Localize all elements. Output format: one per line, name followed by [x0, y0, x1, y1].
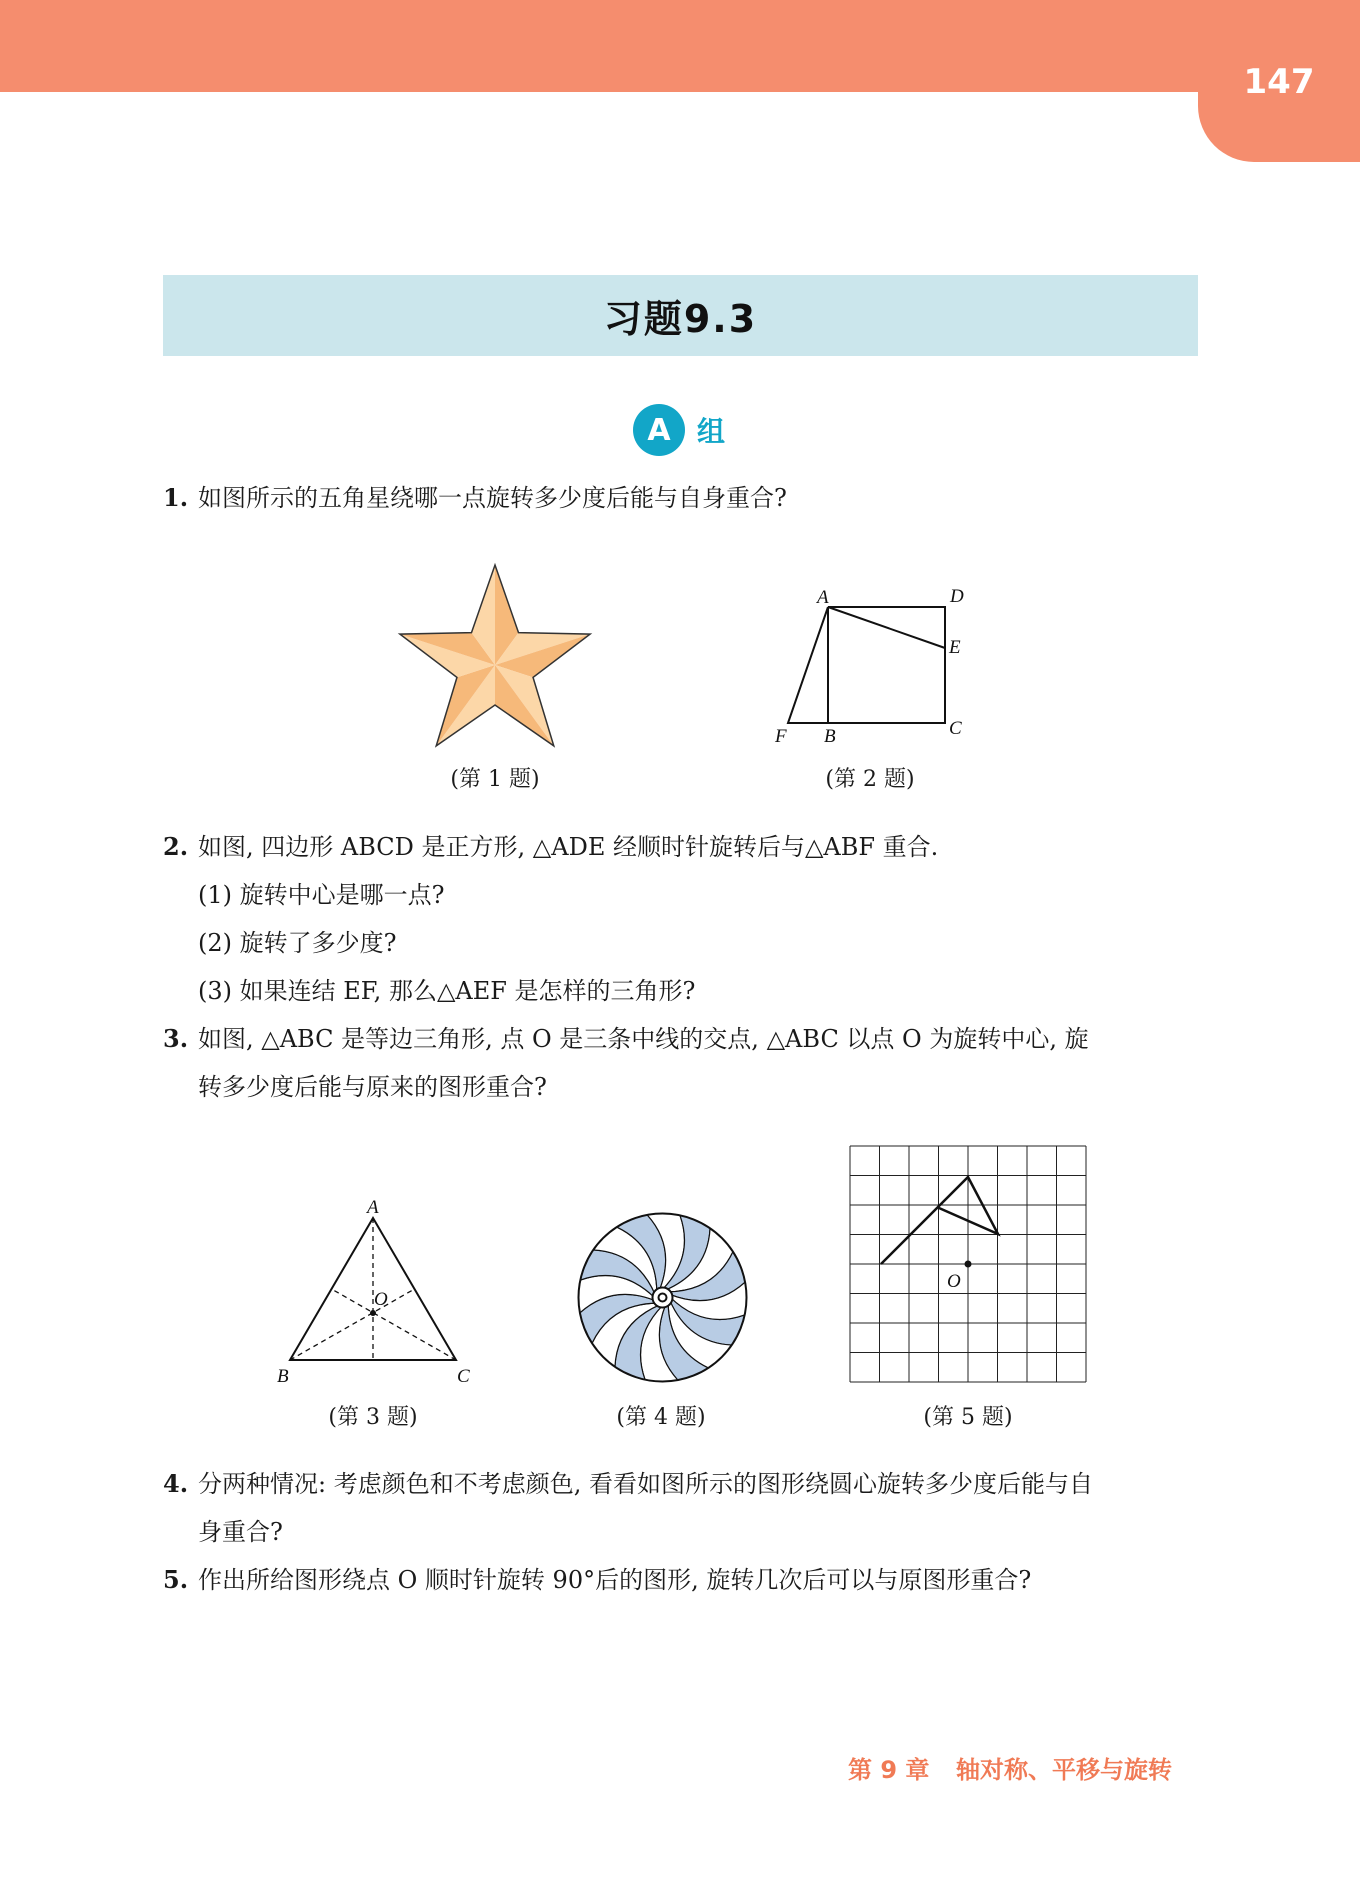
- label-b: B: [824, 726, 836, 747]
- figure-3-triangle: [270, 1190, 480, 1390]
- label-f: F: [775, 726, 787, 747]
- figure-3-caption: (第 3 题): [328, 1405, 418, 1430]
- triangle-abf: [788, 607, 828, 723]
- question-2: [163, 823, 1203, 871]
- question-text: 如图, △ABC 是等边三角形, 点 O 是三条中线的交点, △ABC 以点 O 为旋转中心, 旋: [198, 1025, 1089, 1053]
- question-number: 2.: [163, 832, 189, 861]
- label-o: O: [374, 1289, 388, 1310]
- figure-1-star: [395, 555, 595, 750]
- rotation-center-o: [965, 1261, 972, 1268]
- center-point-o: [370, 1310, 376, 1316]
- group-label: 组: [697, 415, 726, 448]
- group-badge: A: [633, 404, 685, 456]
- figure-4-pinwheel: [575, 1210, 750, 1385]
- question-number: 4.: [163, 1469, 189, 1498]
- exercise-title-bar: [163, 275, 1198, 356]
- footer-chapter: 第 9 章: [848, 1756, 930, 1784]
- label-e: E: [949, 637, 961, 658]
- question-number: 1.: [163, 483, 189, 512]
- question-4: [163, 1460, 1203, 1508]
- segment-ae: [828, 607, 945, 648]
- question-text: 分两种情况: 考虑颜色和不考虑颜色, 看看如图所示的图形绕圆心旋转多少度后能与自: [198, 1470, 1093, 1498]
- question-5: [163, 1556, 1203, 1604]
- question-2-part-3: (3) 如果连结 EF, 那么△AEF 是怎样的三角形?: [198, 977, 696, 1005]
- median-c: [332, 1289, 457, 1360]
- question-4-continued: 身重合?: [198, 1518, 283, 1546]
- question-text: 如图所示的五角星绕哪一点旋转多少度后能与自身重合?: [198, 484, 787, 512]
- question-text: 作出所给图形绕点 O 顺时针旋转 90°后的图形, 旋转几次后可以与原图形重合?: [198, 1566, 1032, 1594]
- median-b: [290, 1289, 415, 1360]
- figure-4-caption: (第 4 题): [616, 1405, 706, 1430]
- question-text: 如图, 四边形 ABCD 是正方形, △ADE 经顺时针旋转后与△ABF 重合.: [198, 833, 939, 861]
- label-d: D: [950, 586, 964, 607]
- question-3: [163, 1015, 1203, 1063]
- figure-1-caption: (第 1 题): [450, 767, 540, 792]
- figure-5-grid: [850, 1146, 1086, 1386]
- label-a: A: [367, 1197, 379, 1218]
- figure-2-square: [770, 585, 980, 745]
- label-o: O: [947, 1271, 961, 1292]
- figure-5-caption: (第 5 题): [923, 1405, 1013, 1430]
- label-c: C: [949, 718, 962, 739]
- question-number: 3.: [163, 1024, 189, 1053]
- figure-2-caption: (第 2 题): [825, 767, 915, 792]
- question-2-part-2: (2) 旋转了多少度?: [198, 929, 397, 957]
- label-c: C: [457, 1366, 470, 1387]
- footer-title: 轴对称、平移与旋转: [956, 1756, 1172, 1784]
- question-2-part-1: (1) 旋转中心是哪一点?: [198, 881, 445, 909]
- question-1: [163, 474, 1203, 522]
- header-band: [0, 0, 1360, 92]
- label-a: A: [817, 587, 829, 608]
- page-number: 147: [1243, 62, 1315, 102]
- exercise-title: 习题9.3: [603, 297, 758, 341]
- label-b: B: [277, 1366, 289, 1387]
- question-number: 5.: [163, 1565, 189, 1594]
- pinwheel-hub: [653, 1288, 673, 1308]
- question-3-continued: 转多少度后能与原来的图形重合?: [198, 1073, 547, 1101]
- group-heading: [633, 404, 725, 456]
- square-abcd: [828, 607, 945, 723]
- given-figure: [881, 1177, 998, 1264]
- star-shape: [400, 565, 590, 746]
